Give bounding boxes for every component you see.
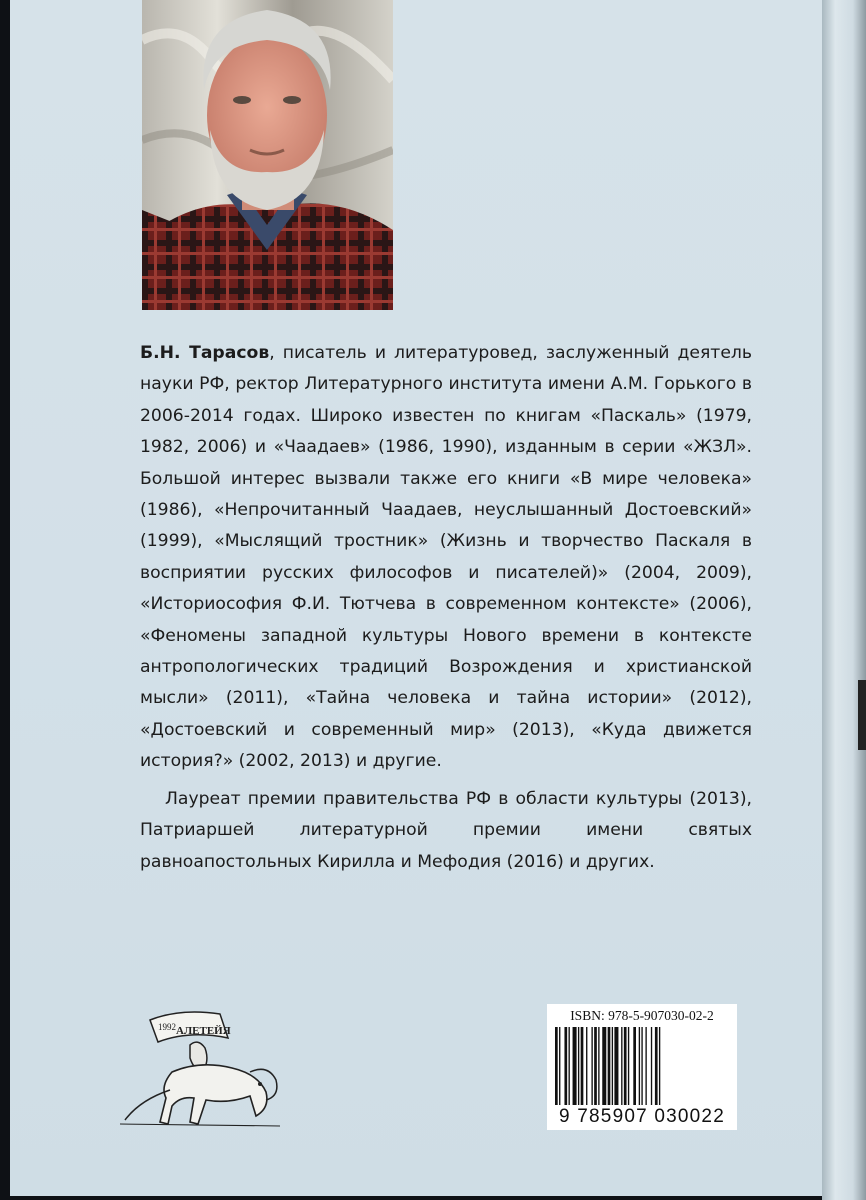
barcode-bar [591,1027,592,1105]
barcode-bar [612,1027,613,1105]
barcode-bar [659,1027,660,1105]
barcode-bar [645,1027,646,1105]
back-cover [10,0,822,1196]
barcode-bar [586,1027,587,1105]
barcode-bar [628,1027,629,1105]
barcode-bar [633,1027,636,1105]
publisher-logo-year: 1992 [158,1022,176,1032]
author-name: Б.Н. Тарасов [140,343,270,363]
barcode-bar [569,1027,570,1105]
author-bio [140,338,752,878]
barcode-bar [602,1027,606,1105]
spine-edge [858,680,866,750]
barcode-icon [555,1027,729,1105]
publisher-logo-name: АЛЕТЕЙЯ [176,1025,231,1037]
barcode-bar [573,1027,577,1105]
isbn-label: ISBN: 978-5-907030-02-2 [570,1008,714,1023]
author-photo [142,0,393,310]
publisher-logo-icon [110,1000,290,1135]
barcode-bar [555,1027,558,1105]
barcode-bar [581,1027,584,1105]
barcode-bar [578,1027,579,1105]
barcode-bar [651,1027,652,1105]
barcode-bar [608,1027,611,1105]
barcode-bar [624,1027,627,1105]
bio-paragraph-1 [140,338,752,778]
isbn-barcode [547,1004,737,1130]
barcode-bar [621,1027,622,1105]
barcode-bar [639,1027,640,1105]
bio-paragraph-2: Лауреат премии правительства РФ в области культуры (2013), Патриаршей литературной премии имени святых равноапостольных Кирилла и Мефодия (2016) и других. [140,788,752,872]
barcode-bar [594,1027,597,1105]
book-spine [822,0,866,1200]
barcode-digits: 9 785907 030022 [559,1106,725,1127]
barcode-bar [614,1027,618,1105]
bio-paragraph-1-text: , писатель и литературовед, заслуженный деятель науки РФ, ректор Литературного института имени А.М. Горького в 2006-2014 годах. Широко известен по книгам «Паскаль» (1979, 1982, 2006) и «Чаадаев» (1986, 1990), изданным в серии «ЖЗЛ». Большой интерес вызвали также его книги «В мире человека» (1986), «Непрочитанный Чаадаев, неуслышанный Достоевский» (1999), «Мыслящий тростник» (Жизнь и творчество Паскаля в восприятии русских философов и писателей)» (2004, 2009), «Историософия Ф.И. Тютчева в современном контексте» (2006), «Феномены западной культуры Нового времени в контексте антропологических традиций Возрождения и христианской мысли» (2011), «Тайна человека и тайна истории» (2012), «Достоевский и современный мир» (2013), «Куда движется история?» (2002, 2013) и другие. [140,343,753,772]
barcode-bar [655,1027,658,1105]
barcode-bar [641,1027,642,1105]
barcode-bar [598,1027,599,1105]
barcode-bar [559,1027,560,1105]
barcode-bar [564,1027,567,1105]
